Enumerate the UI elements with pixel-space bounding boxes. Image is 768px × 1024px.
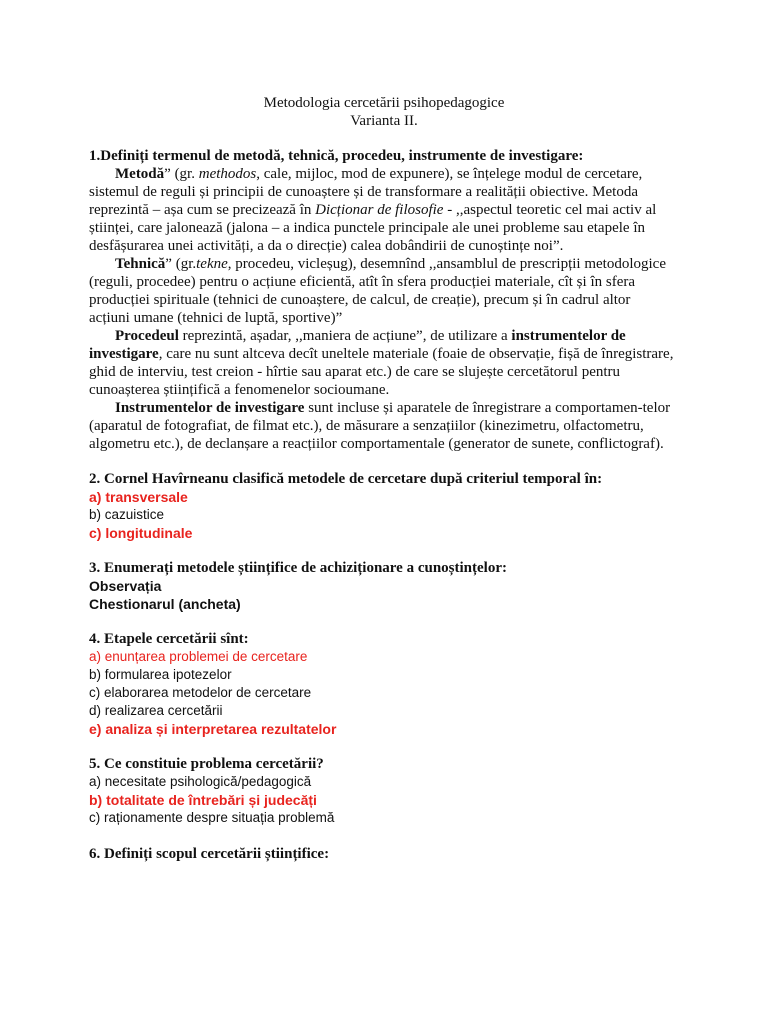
q3-heading: 3. Enumerați metodele științifice de achiziționare a cunoștințelor: — [89, 560, 507, 576]
q5-heading: 5. Ce constituie problema cercetării? — [89, 756, 324, 772]
q1-tehnica-line3: producției spirituale (tehnici de cunoaștere, de calcul, de creație), precum și în cadrul altor — [89, 292, 631, 308]
q1-instrumente-line2: (aparatul de fotografiat, de filmat etc.), de măsurare a senzațiilor (kinezimetru, olfactometru, — [89, 418, 644, 434]
q1-procedeu-line2: investigare, care nu sunt altceva decît uneltele materiale (foaie de observație, fișă de înregistrare, — [89, 346, 674, 362]
q4-option-c: c) elaborarea metodelor de cercetare — [89, 685, 312, 700]
q1-procedeu-line1: Procedeul reprezintă, așadar, ,,maniera de acțiune”, de utilizare a instrumentelor de — [115, 328, 626, 344]
q1-tehnica-line2: (reguli, procedee) pentru o acțiune eficientă, atît în sfera producției materiale, cît și în sfera — [89, 274, 635, 290]
q6-heading: 6. Definiți scopul cercetării științifice: — [89, 846, 330, 862]
q5-option-b: b) totalitate de întrebări și judecăți — [89, 792, 317, 808]
q2-option-c: c) longitudinale — [89, 525, 193, 541]
q3-answer-1: Observația — [89, 578, 162, 594]
q1-heading: 1.Definiți termenul de metodă, tehnică, procedeu, instrumente de investigare: — [89, 148, 584, 164]
q1-tehnica-line1: Tehnică” (gr.tekne, procedeu, vicleșug), desemnînd ,,ansamblul de prescripții metodologice — [115, 256, 666, 272]
q5-option-a: a) necesitate psihologică/pedagogică — [89, 774, 312, 789]
q1-instrumente-line3: algometru etc.), de declanșare a reacțiilor comportamentale (generator de sunete, conflictograf). — [89, 436, 664, 452]
q4-heading: 4. Etapele cercetării sînt: — [89, 631, 249, 647]
q1-metoda-line3: reprezintă – așa cum se precizează în Dicționar de filosofie - ,,aspectul teoretic cel mai activ al — [89, 202, 657, 218]
q1-metoda-line5: desfășurarea unei activități, a da o direcție) calea dobândirii de cunoștințe noi”. — [89, 238, 564, 254]
q2-heading: 2. Cornel Havîrneanu clasifică metodele de cercetare după criteriul temporal în: — [89, 471, 603, 487]
procedeu-term: Procedeul — [115, 328, 179, 344]
tehnica-term: Tehnică — [115, 256, 166, 272]
document-subtitle: Varianta II. — [350, 113, 418, 129]
q4-option-a: a) enunțarea problemei de cercetare — [89, 649, 308, 664]
q4-option-b: b) formularea ipotezelor — [89, 667, 232, 682]
q1-metoda-line1: Metodă” (gr. methodos, cale, mijloc, mod de expunere), se înțelege modul de cercetare, — [115, 166, 643, 182]
q1-instrumente-line1: Instrumentelor de investigare sunt incluse și aparatele de înregistrare a comportamen-telor — [115, 400, 671, 416]
instrumente-term: Instrumentelor de investigare — [115, 400, 305, 416]
q1-procedeu-line4: cunoașterea științifică a fenomenelor socioumane. — [89, 382, 390, 398]
q4-option-e: e) analiza și interpretarea rezultatelor — [89, 721, 337, 737]
q1-procedeu-line3: ghid de interviu, test creion - hîrtie sau aparat etc.) de care se slujește cercetătorul pentru — [89, 364, 621, 380]
q1-metoda-line4: științei, care jalonează (jalona – a indica punctele principale ale unei probleme sau etapele în — [89, 220, 645, 236]
q5-option-c: c) raționamente despre situația problemă — [89, 810, 335, 825]
q1-metoda-line2: sistemul de reguli și principii de cunoaștere și de transformare a realității obiective. Metoda — [89, 184, 638, 200]
q2-option-a: a) transversale — [89, 489, 188, 505]
metoda-term: Metodă — [115, 166, 165, 182]
q3-answer-2: Chestionarul (ancheta) — [89, 596, 241, 612]
q2-option-b: b) cazuistice — [89, 507, 165, 522]
document-title: Metodologia cercetării psihopedagogice — [263, 95, 505, 111]
q4-option-d: d) realizarea cercetării — [89, 703, 223, 718]
q1-tehnica-line4: acțiuni umane (tehnici de luptă, sportive)” — [89, 310, 343, 326]
